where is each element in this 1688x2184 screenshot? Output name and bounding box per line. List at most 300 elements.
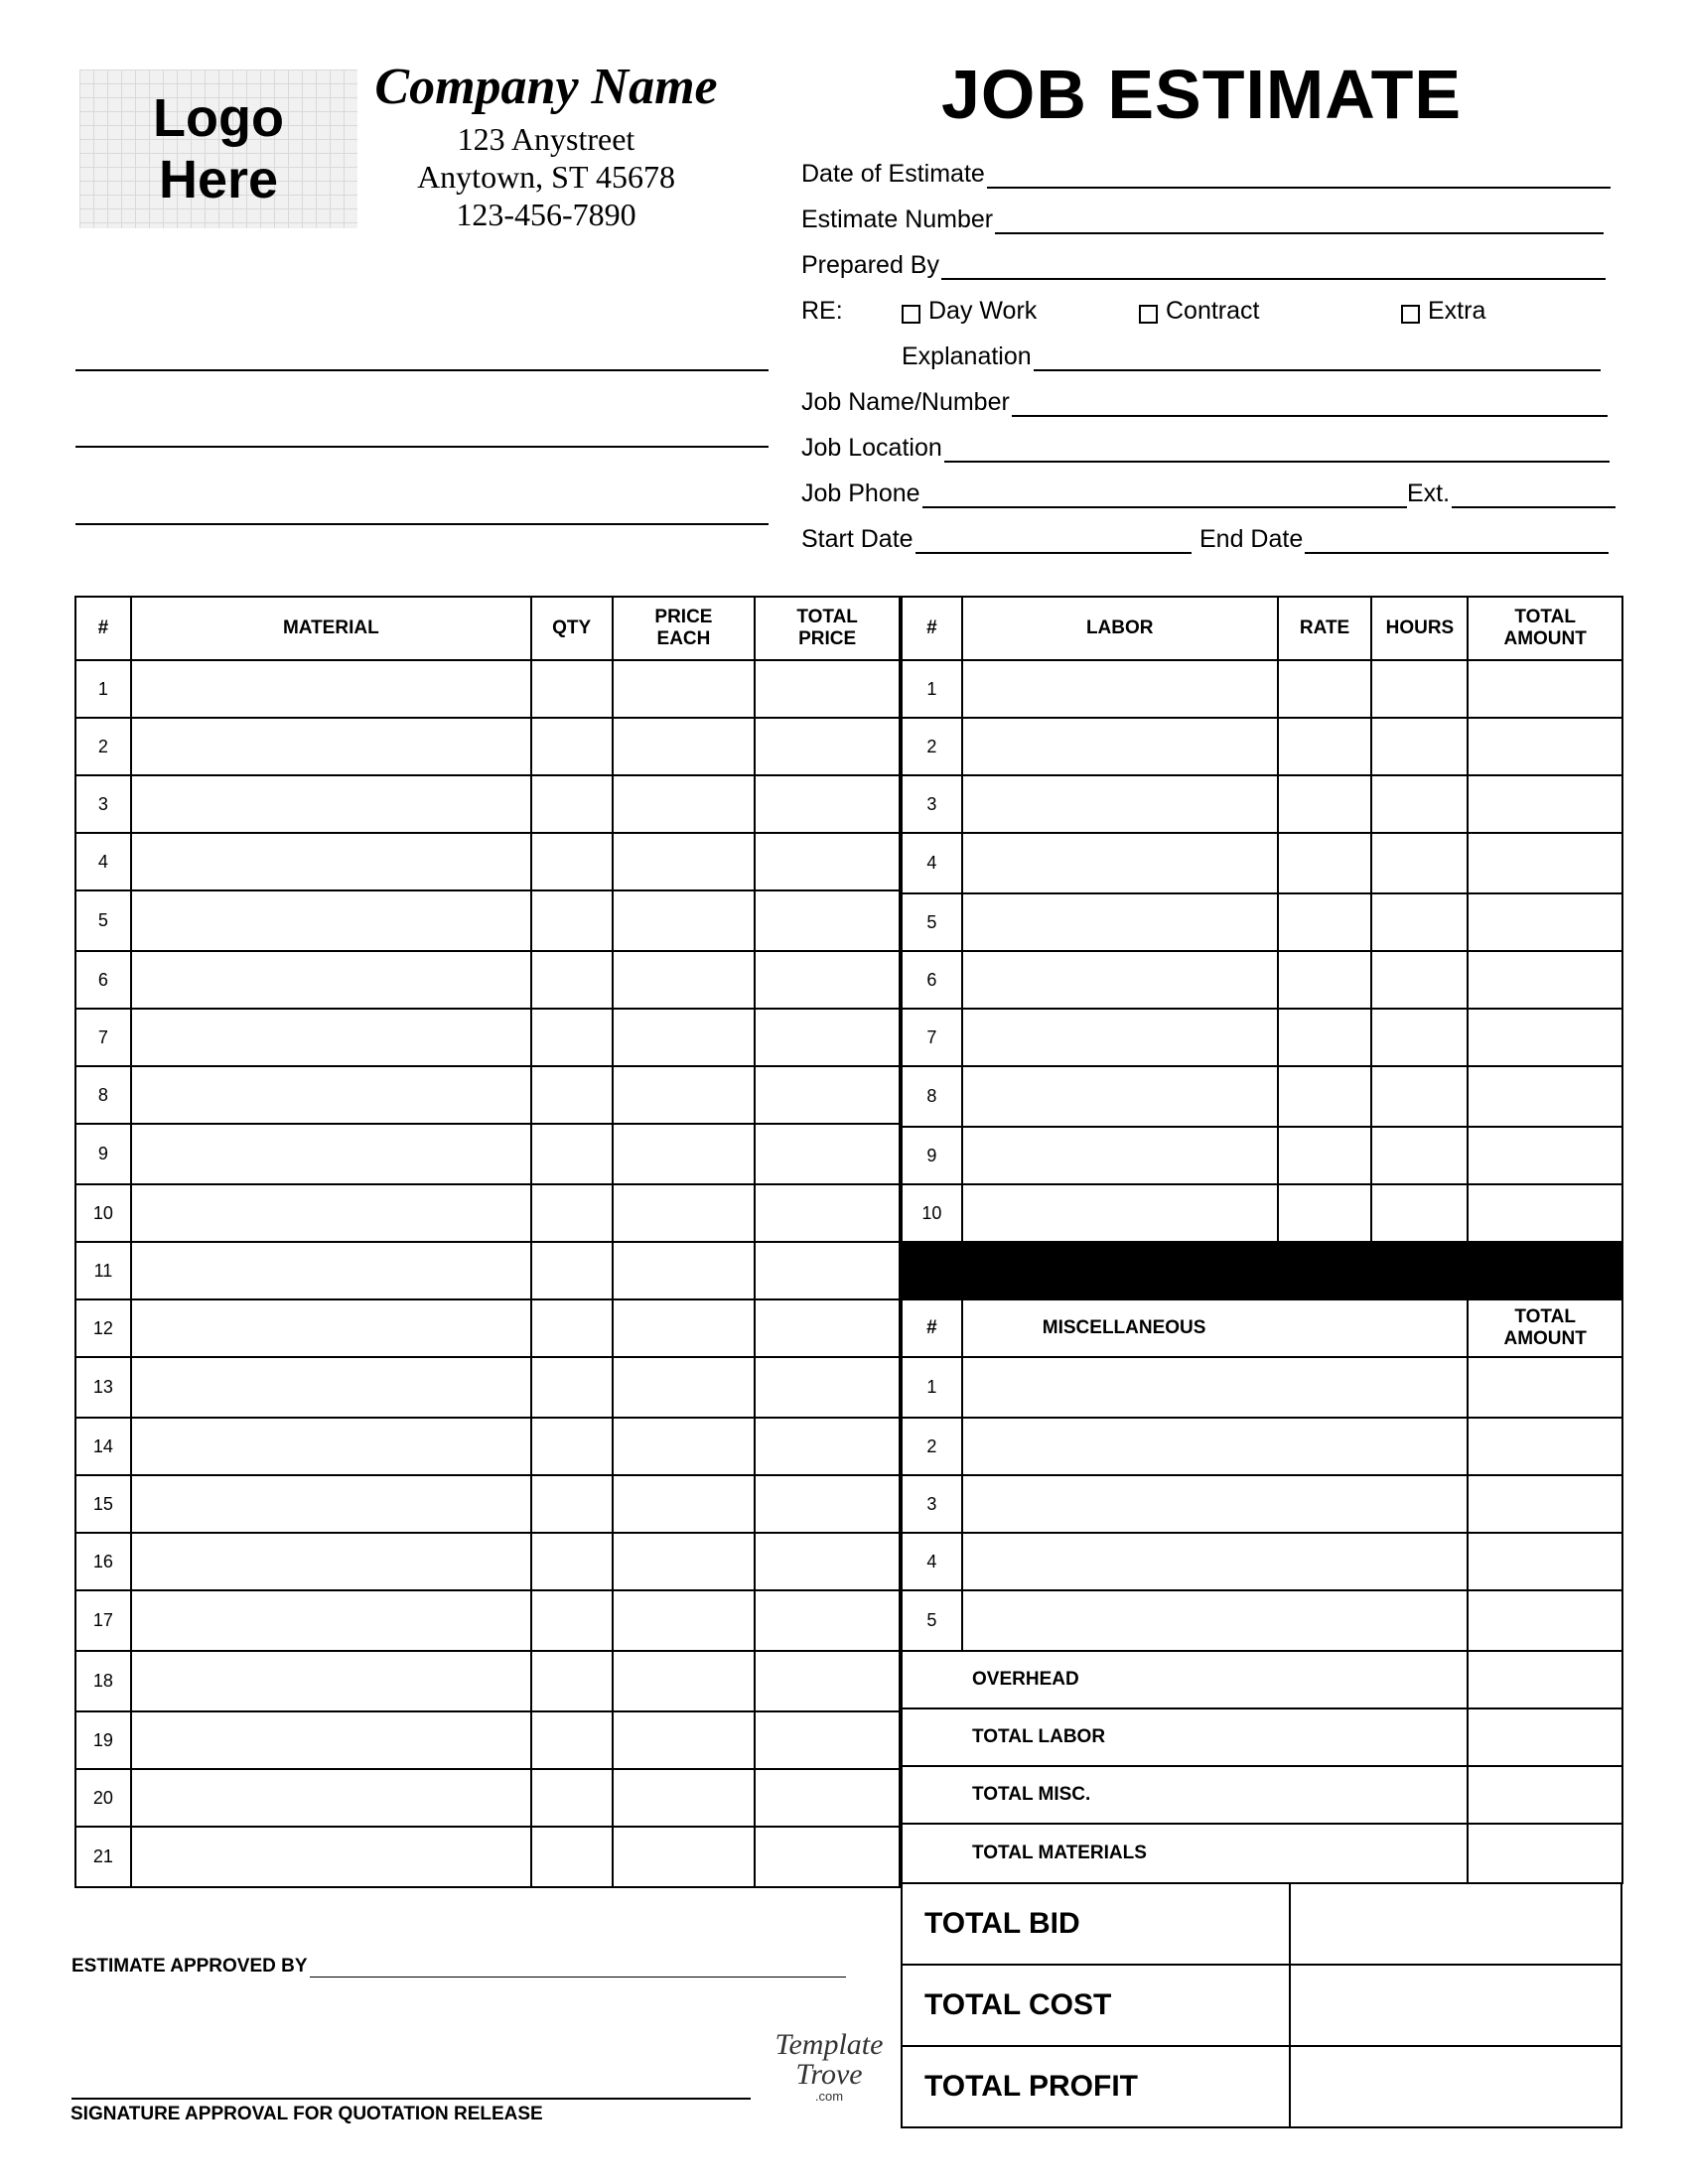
material-total-price-cell[interactable] — [755, 775, 900, 833]
material-description-cell[interactable] — [131, 1418, 531, 1475]
labor-table — [901, 596, 1623, 1884]
misc-description-cell[interactable] — [962, 1590, 1469, 1651]
material-row — [75, 1533, 900, 1590]
misc-row-number: 4 — [902, 1533, 962, 1590]
total-profit-label: TOTAL PROFIT — [902, 2046, 1290, 2127]
address-line-3[interactable] — [75, 523, 769, 525]
company-street: 123 Anystreet — [457, 121, 635, 157]
material-description-cell[interactable] — [131, 1651, 531, 1711]
material-row — [75, 1711, 900, 1769]
labor-header-row — [902, 597, 1622, 660]
material-description-cell[interactable] — [131, 718, 531, 775]
labor-black-bar-row — [902, 1242, 1622, 1299]
labor-description-cell[interactable] — [962, 660, 1278, 718]
total-cost-cell[interactable] — [1290, 1965, 1621, 2046]
ext-label: Ext. — [1407, 479, 1451, 507]
material-description-cell[interactable] — [131, 1242, 531, 1299]
material-qty-cell[interactable] — [531, 1769, 613, 1827]
material-price-each-cell[interactable] — [613, 1827, 756, 1887]
job-phone-line[interactable] — [922, 484, 1407, 508]
material-qty-cell[interactable] — [531, 1184, 613, 1242]
total-labor-row — [902, 1708, 1622, 1766]
job-phone-label: Job Phone — [801, 479, 920, 507]
labor-total-amount-cell[interactable] — [1468, 660, 1622, 718]
labor-hours-cell[interactable] — [1371, 718, 1468, 775]
labor-total-amount-cell[interactable] — [1468, 775, 1622, 833]
material-total-price-cell[interactable] — [755, 833, 900, 890]
labor-rate-cell[interactable] — [1278, 1009, 1372, 1066]
material-price-each-cell[interactable] — [613, 1009, 756, 1066]
labor-row — [902, 951, 1622, 1009]
material-row — [75, 1299, 900, 1357]
labor-total-amount-line-2: AMOUNT — [1503, 628, 1587, 649]
material-description-cell[interactable] — [131, 1533, 531, 1590]
total-price-header — [755, 597, 900, 660]
material-price-each-cell[interactable] — [613, 1651, 756, 1711]
material-description-cell[interactable] — [131, 890, 531, 951]
material-description-cell[interactable] — [131, 833, 531, 890]
misc-row — [902, 1590, 1622, 1651]
address-line-1[interactable] — [75, 369, 769, 371]
material-row — [75, 1769, 900, 1827]
watermark-line-2: Trove — [795, 2058, 863, 2091]
material-row-number: 17 — [75, 1590, 131, 1651]
material-description-cell[interactable] — [131, 660, 531, 718]
material-price-each-cell[interactable] — [613, 1475, 756, 1533]
material-price-each-cell[interactable] — [613, 718, 756, 775]
contract-checkbox[interactable] — [1139, 305, 1158, 324]
material-total-price-cell[interactable] — [755, 1590, 900, 1651]
extra-option[interactable] — [1401, 294, 1485, 326]
material-total-price-cell[interactable] — [755, 1066, 900, 1124]
material-row-number: 4 — [75, 833, 131, 890]
material-total-price-cell[interactable] — [755, 1769, 900, 1827]
overhead-label: OVERHEAD — [902, 1651, 1468, 1708]
labor-row — [902, 1127, 1622, 1184]
day-work-label: Day Work — [928, 297, 1038, 325]
material-row — [75, 1418, 900, 1475]
labor-row-number: 9 — [902, 1127, 962, 1184]
total-bid-label: TOTAL BID — [902, 1883, 1290, 1965]
date-of-estimate-label: Date of Estimate — [801, 160, 985, 188]
material-total-price-cell[interactable] — [755, 718, 900, 775]
labor-row — [902, 775, 1622, 833]
material-header: MATERIAL — [131, 597, 531, 660]
material-description-cell[interactable] — [131, 1299, 531, 1357]
estimate-approved-by-field[interactable] — [71, 1946, 846, 1978]
labor-description-cell[interactable] — [962, 718, 1278, 775]
job-phone-field[interactable] — [801, 477, 1407, 508]
misc-row — [902, 1533, 1622, 1590]
material-qty-cell[interactable] — [531, 1590, 613, 1651]
material-row-number: 19 — [75, 1711, 131, 1769]
material-qty-cell[interactable] — [531, 1124, 613, 1184]
estimate-number-label: Estimate Number — [801, 205, 994, 233]
material-total-price-cell[interactable] — [755, 1299, 900, 1357]
contract-option[interactable] — [1139, 294, 1259, 326]
labor-rate-cell[interactable] — [1278, 775, 1372, 833]
material-price-each-cell[interactable] — [613, 1124, 756, 1184]
material-row — [75, 1475, 900, 1533]
material-description-cell[interactable] — [131, 1066, 531, 1124]
total-bid-row — [902, 1883, 1621, 1965]
material-total-price-cell[interactable] — [755, 1827, 900, 1887]
material-qty-cell[interactable] — [531, 1533, 613, 1590]
total-bid-cell[interactable] — [1290, 1883, 1621, 1965]
labor-row-number: 5 — [902, 893, 962, 951]
labor-row — [902, 1009, 1622, 1066]
material-description-cell[interactable] — [131, 1009, 531, 1066]
misc-total-amount-line-1: TOTAL — [1514, 1306, 1576, 1327]
contract-label: Contract — [1166, 297, 1260, 325]
hours-header: HOURS — [1371, 597, 1468, 660]
total-price-header-line-1: TOTAL — [796, 607, 858, 627]
material-row-number: 21 — [75, 1827, 131, 1887]
labor-hours-cell[interactable] — [1371, 775, 1468, 833]
job-location-field[interactable] — [801, 431, 1610, 463]
material-total-price-cell[interactable] — [755, 1651, 900, 1711]
material-row — [75, 1651, 900, 1711]
material-row — [75, 775, 900, 833]
price-each-header — [613, 597, 756, 660]
start-date-line[interactable] — [915, 530, 1192, 554]
misc-total-amount-header — [1468, 1299, 1622, 1357]
labor-description-cell[interactable] — [962, 1184, 1278, 1242]
misc-row-number: 2 — [902, 1418, 962, 1475]
material-row-number: 2 — [75, 718, 131, 775]
misc-row — [902, 1357, 1622, 1418]
misc-total-amount-cell[interactable] — [1468, 1475, 1622, 1533]
material-total-price-cell[interactable] — [755, 1184, 900, 1242]
material-row-number: 16 — [75, 1533, 131, 1590]
material-qty-cell[interactable] — [531, 775, 613, 833]
material-description-cell[interactable] — [131, 1769, 531, 1827]
material-description-cell[interactable] — [131, 1711, 531, 1769]
labor-rate-cell[interactable] — [1278, 1066, 1372, 1127]
labor-hours-cell[interactable] — [1371, 1066, 1468, 1127]
date-of-estimate-field[interactable] — [801, 157, 1611, 189]
estimate-approved-by-label: ESTIMATE APPROVED BY — [71, 1956, 308, 1977]
labor-total-amount-cell[interactable] — [1468, 1184, 1622, 1242]
material-qty-cell[interactable] — [531, 1299, 613, 1357]
estimate-approved-by-line[interactable] — [310, 1955, 846, 1978]
misc-total-amount-cell[interactable] — [1468, 1418, 1622, 1475]
material-row — [75, 951, 900, 1009]
labor-row-number: 2 — [902, 718, 962, 775]
labor-description-cell[interactable] — [962, 775, 1278, 833]
material-price-each-cell[interactable] — [613, 1418, 756, 1475]
price-each-header-line-1: PRICE — [654, 607, 713, 627]
labor-total-amount-header — [1468, 597, 1622, 660]
material-row — [75, 1242, 900, 1299]
material-row — [75, 718, 900, 775]
labor-row — [902, 893, 1622, 951]
totals-table — [901, 1882, 1622, 2128]
address-line-2[interactable] — [75, 446, 769, 448]
misc-total-amount-cell[interactable] — [1468, 1357, 1622, 1418]
labor-total-amount-cell[interactable] — [1468, 893, 1622, 951]
material-row-number: 1 — [75, 660, 131, 718]
material-description-cell[interactable] — [131, 1357, 531, 1418]
material-row — [75, 1124, 900, 1184]
material-total-price-cell[interactable] — [755, 660, 900, 718]
material-price-each-cell[interactable] — [613, 1711, 756, 1769]
material-price-each-cell[interactable] — [613, 833, 756, 890]
prepared-by-label: Prepared By — [801, 251, 939, 279]
material-price-each-cell[interactable] — [613, 951, 756, 1009]
material-row — [75, 1827, 900, 1887]
material-total-price-cell[interactable] — [755, 1418, 900, 1475]
labor-row-number: 6 — [902, 951, 962, 1009]
material-qty-cell[interactable] — [531, 1418, 613, 1475]
labor-row-number: 1 — [902, 660, 962, 718]
ext-line[interactable] — [1452, 484, 1616, 508]
labor-hours-cell[interactable] — [1371, 893, 1468, 951]
prepared-by-line[interactable] — [941, 256, 1606, 280]
labor-description-cell[interactable] — [962, 833, 1278, 893]
labor-total-amount-cell[interactable] — [1468, 1009, 1622, 1066]
company-phone: 123-456-7890 — [456, 197, 636, 232]
material-qty-cell[interactable] — [531, 1827, 613, 1887]
material-row — [75, 1066, 900, 1124]
job-name-number-label: Job Name/Number — [801, 388, 1010, 416]
extra-label: Extra — [1428, 297, 1486, 325]
material-row — [75, 1357, 900, 1418]
start-date-field[interactable] — [801, 522, 1192, 554]
material-price-each-cell[interactable] — [613, 1184, 756, 1242]
company-name: Company Name — [374, 59, 718, 115]
labor-row — [902, 718, 1622, 775]
labor-hours-cell[interactable] — [1371, 1184, 1468, 1242]
material-price-each-cell[interactable] — [613, 1357, 756, 1418]
material-total-price-cell[interactable] — [755, 1711, 900, 1769]
material-qty-cell[interactable] — [531, 890, 613, 951]
material-description-cell[interactable] — [131, 1124, 531, 1184]
labor-row — [902, 833, 1622, 893]
labor-rate-cell[interactable] — [1278, 833, 1372, 893]
total-misc-row — [902, 1766, 1622, 1824]
job-location-line[interactable] — [944, 439, 1610, 463]
total-cost-label: TOTAL COST — [902, 1965, 1290, 2046]
material-description-cell[interactable] — [131, 1475, 531, 1533]
overhead-amount-cell[interactable] — [1468, 1651, 1622, 1708]
labor-rate-cell[interactable] — [1278, 660, 1372, 718]
material-qty-cell[interactable] — [531, 660, 613, 718]
job-location-label: Job Location — [801, 434, 942, 462]
re-label: RE: — [801, 297, 843, 325]
labor-description-cell[interactable] — [962, 1009, 1278, 1066]
total-materials-label: TOTAL MATERIALS — [902, 1824, 1468, 1883]
watermark-line-1: Template — [774, 2028, 884, 2061]
material-total-price-cell[interactable] — [755, 951, 900, 1009]
material-price-each-cell[interactable] — [613, 1590, 756, 1651]
material-total-price-cell[interactable] — [755, 1242, 900, 1299]
prepared-by-field[interactable] — [801, 248, 1606, 280]
material-qty-cell[interactable] — [531, 1009, 613, 1066]
material-qty-cell[interactable] — [531, 1242, 613, 1299]
labor-description-cell[interactable] — [962, 1066, 1278, 1127]
total-price-header-line-2: PRICE — [798, 628, 857, 649]
labor-rate-cell[interactable] — [1278, 1127, 1372, 1184]
estimate-number-field[interactable] — [801, 203, 1604, 234]
material-qty-cell[interactable] — [531, 1711, 613, 1769]
material-price-each-cell[interactable] — [613, 1533, 756, 1590]
labor-total-amount-cell[interactable] — [1468, 1127, 1622, 1184]
material-qty-cell[interactable] — [531, 833, 613, 890]
company-city: Anytown, ST 45678 — [417, 159, 675, 195]
misc-row-number: 3 — [902, 1475, 962, 1533]
job-name-number-line[interactable] — [1012, 393, 1608, 417]
labor-row-number: 8 — [902, 1066, 962, 1127]
page-title: JOB ESTIMATE — [940, 56, 1463, 133]
template-trove-watermark — [770, 2030, 889, 2104]
estimate-number-line[interactable] — [995, 210, 1604, 234]
misc-description-cell[interactable] — [962, 1357, 1469, 1418]
material-total-price-cell[interactable] — [755, 1009, 900, 1066]
material-row — [75, 1009, 900, 1066]
labor-hours-cell[interactable] — [1371, 1127, 1468, 1184]
total-profit-cell[interactable] — [1290, 2046, 1621, 2127]
material-total-price-cell[interactable] — [755, 1533, 900, 1590]
misc-row — [902, 1418, 1622, 1475]
material-total-price-cell[interactable] — [755, 890, 900, 951]
miscellaneous-header: MISCELLANEOUS — [962, 1299, 1469, 1357]
material-qty-cell[interactable] — [531, 951, 613, 1009]
material-description-cell[interactable] — [131, 951, 531, 1009]
material-row-number: 18 — [75, 1651, 131, 1711]
labor-hours-cell[interactable] — [1371, 1009, 1468, 1066]
material-description-cell[interactable] — [131, 1827, 531, 1887]
day-work-option[interactable] — [902, 294, 1037, 326]
explanation-field[interactable] — [902, 340, 1601, 371]
labor-header: LABOR — [962, 597, 1278, 660]
material-price-each-cell[interactable] — [613, 1769, 756, 1827]
material-row-number: 11 — [75, 1242, 131, 1299]
material-total-price-cell[interactable] — [755, 1124, 900, 1184]
signature-line[interactable] — [71, 2098, 751, 2100]
total-misc-label: TOTAL MISC. — [902, 1766, 1468, 1824]
overhead-row — [902, 1651, 1622, 1708]
labor-row — [902, 660, 1622, 718]
extra-checkbox[interactable] — [1401, 305, 1420, 324]
misc-num-header: # — [902, 1299, 962, 1357]
misc-total-amount-cell[interactable] — [1468, 1590, 1622, 1651]
day-work-checkbox[interactable] — [902, 305, 920, 324]
material-qty-cell[interactable] — [531, 1066, 613, 1124]
material-price-each-cell[interactable] — [613, 1242, 756, 1299]
material-row-number: 6 — [75, 951, 131, 1009]
labor-total-amount-cell[interactable] — [1468, 833, 1622, 893]
material-qty-cell[interactable] — [531, 1651, 613, 1711]
labor-total-amount-cell[interactable] — [1468, 718, 1622, 775]
ext-field[interactable] — [1407, 477, 1616, 508]
material-row-number: 12 — [75, 1299, 131, 1357]
labor-description-cell[interactable] — [962, 893, 1278, 951]
labor-row-number: 4 — [902, 833, 962, 893]
misc-total-amount-line-2: AMOUNT — [1503, 1328, 1587, 1349]
labor-row-number: 7 — [902, 1009, 962, 1066]
material-price-each-cell[interactable] — [613, 775, 756, 833]
labor-row-number: 10 — [902, 1184, 962, 1242]
material-description-cell[interactable] — [131, 1590, 531, 1651]
labor-rate-cell[interactable] — [1278, 893, 1372, 951]
material-row — [75, 890, 900, 951]
black-separator-bar — [902, 1242, 1622, 1299]
material-description-cell[interactable] — [131, 1184, 531, 1242]
misc-total-amount-cell[interactable] — [1468, 1533, 1622, 1590]
material-row — [75, 1590, 900, 1651]
misc-description-cell[interactable] — [962, 1533, 1469, 1590]
material-table — [74, 596, 901, 1888]
total-materials-amount-cell[interactable] — [1468, 1824, 1622, 1883]
end-date-field[interactable] — [1199, 522, 1609, 554]
start-date-label: Start Date — [801, 525, 914, 553]
material-row-number: 14 — [75, 1418, 131, 1475]
material-total-price-cell[interactable] — [755, 1357, 900, 1418]
labor-hours-cell[interactable] — [1371, 660, 1468, 718]
misc-description-cell[interactable] — [962, 1418, 1469, 1475]
material-num-header: # — [75, 597, 131, 660]
material-description-cell[interactable] — [131, 775, 531, 833]
material-row-number: 5 — [75, 890, 131, 951]
total-labor-amount-cell[interactable] — [1468, 1708, 1622, 1766]
misc-row-number: 5 — [902, 1590, 962, 1651]
material-row — [75, 660, 900, 718]
material-total-price-cell[interactable] — [755, 1475, 900, 1533]
material-row — [75, 833, 900, 890]
rate-header: RATE — [1278, 597, 1372, 660]
explanation-line[interactable] — [1034, 347, 1601, 371]
material-row — [75, 1184, 900, 1242]
material-row-number: 8 — [75, 1066, 131, 1124]
material-price-each-cell[interactable] — [613, 890, 756, 951]
material-qty-cell[interactable] — [531, 1475, 613, 1533]
labor-hours-cell[interactable] — [1371, 951, 1468, 1009]
material-price-each-cell[interactable] — [613, 1066, 756, 1124]
signature-approval-label: SIGNATURE APPROVAL FOR QUOTATION RELEASE — [70, 2104, 543, 2124]
misc-description-cell[interactable] — [962, 1475, 1469, 1533]
job-name-number-field[interactable] — [801, 385, 1608, 417]
labor-rate-cell[interactable] — [1278, 951, 1372, 1009]
material-row-number: 3 — [75, 775, 131, 833]
labor-total-amount-cell[interactable] — [1468, 951, 1622, 1009]
material-price-each-cell[interactable] — [613, 1299, 756, 1357]
misc-row — [902, 1475, 1622, 1533]
material-row-number: 9 — [75, 1124, 131, 1184]
total-labor-label: TOTAL LABOR — [902, 1708, 1468, 1766]
material-row-number: 20 — [75, 1769, 131, 1827]
labor-description-cell[interactable] — [962, 951, 1278, 1009]
total-cost-row — [902, 1965, 1621, 2046]
date-of-estimate-line[interactable] — [987, 165, 1611, 189]
labor-total-amount-cell[interactable] — [1468, 1066, 1622, 1127]
end-date-label: End Date — [1199, 525, 1304, 553]
labor-hours-cell[interactable] — [1371, 833, 1468, 893]
end-date-line[interactable] — [1305, 530, 1609, 554]
material-price-each-cell[interactable] — [613, 660, 756, 718]
labor-rate-cell[interactable] — [1278, 1184, 1372, 1242]
material-qty-cell[interactable] — [531, 718, 613, 775]
material-row-number: 13 — [75, 1357, 131, 1418]
material-row-number: 7 — [75, 1009, 131, 1066]
total-misc-amount-cell[interactable] — [1468, 1766, 1622, 1824]
labor-rate-cell[interactable] — [1278, 718, 1372, 775]
total-profit-row — [902, 2046, 1621, 2127]
total-materials-row — [902, 1824, 1622, 1883]
material-header-row — [75, 597, 900, 660]
labor-description-cell[interactable] — [962, 1127, 1278, 1184]
material-qty-cell[interactable] — [531, 1357, 613, 1418]
